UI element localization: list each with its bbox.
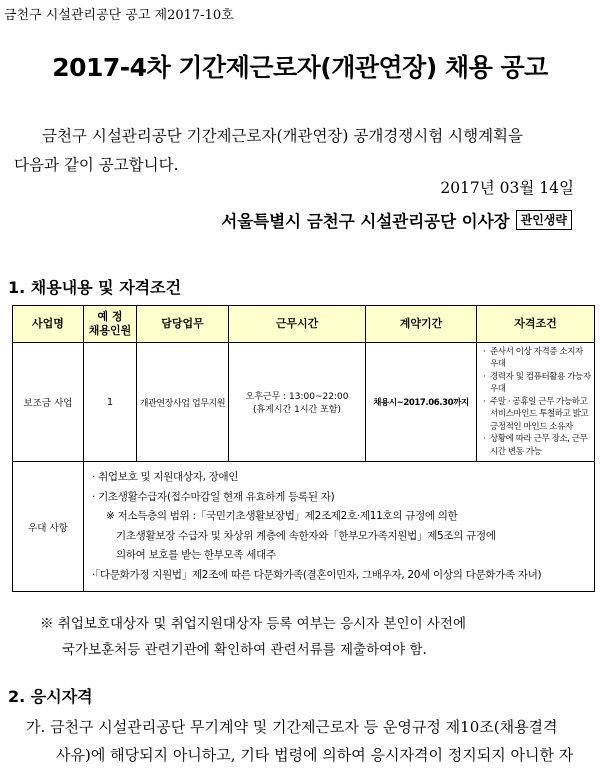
signer-block: [221, 208, 572, 232]
list-item: · 주말 · 공휴일 근무 가능하고 서비스마인드 투철하고 밝고 긍정적인 마인드 소유자: [483, 396, 592, 434]
preference-content: [84, 462, 594, 591]
intro-line-2: 다음과 같이 공고합니다.: [14, 156, 179, 174]
registration-note: [40, 611, 588, 663]
preference-item-1: · 취업보호 및 지원대상자, 장애인: [92, 471, 239, 483]
header-count: [84, 306, 137, 343]
header-job: 사업명: [13, 306, 84, 343]
header-hours: 근무시간: [229, 306, 366, 343]
page-title: 2017-4차 기간제근로자(개관연장) 채용 공고: [52, 53, 548, 82]
eligibility-item-a-line-1: 가. 금천구 시설관리공단 무기계약 및 기간제근로자 등 운영규정 제10조(채용결격: [26, 718, 558, 736]
table-row: [13, 343, 595, 462]
preference-item-2: · 기초생활수급자(접수마감일 현재 유효하게 등록된 자): [92, 490, 335, 503]
preference-item-3-line-2: 기초생활보장 수급자 및 차상위 계층에 속한자와「한부모가족지원법」제5조의 규정에: [116, 529, 496, 542]
eligibility-item-a: [26, 713, 596, 769]
header-count-bottom: 채용인원: [88, 324, 132, 337]
intro-line-1: 금천구 시설관리공단 기간제근로자(개관연장) 공개경쟁시험 시행계획을: [42, 127, 523, 145]
announcement-date: 2017년 03월 14일: [440, 179, 574, 197]
cell-hours-line-1: 오후근무 : 13:00~22:00: [245, 392, 349, 402]
intro-paragraph: [14, 122, 588, 180]
cell-hours: [229, 343, 366, 462]
cell-job: 보조금 사업: [13, 343, 84, 462]
list-item: · 경력자 및 컴퓨터활용 가능자 우대: [483, 371, 592, 396]
preference-label: 우대 사항: [13, 462, 84, 592]
qualification-list: [477, 346, 594, 459]
cell-qualification: [477, 343, 595, 462]
list-item: · 준사서 이상 자격증 소지자 우대: [483, 346, 592, 371]
preference-content-cell: [84, 462, 595, 592]
preference-item-3-line-3: 의하여 보호를 받는 한부모족 세대주: [116, 549, 276, 561]
document-number: 금천구 시설관리공단 공고 제2017-10호: [4, 8, 234, 23]
section-2-heading: 2. 응시자격: [8, 687, 93, 706]
cell-hours-line-2: (휴게시간 1시간 포함): [252, 405, 342, 415]
seal-omitted-stamp: 관인생략: [516, 210, 572, 230]
cell-count: 1: [84, 343, 137, 462]
preference-item-3-line-1: ※ 저소득층의 범위 :「국민기초생활보장법」제2조제2호·제11호의 규정에 의한: [106, 510, 458, 522]
list-item: · 상황에 따라 근무 장소, 근무시간 변동 가능: [483, 433, 592, 458]
section-1-heading: 1. 채용내용 및 자격조건: [8, 278, 182, 297]
header-count-top: 예 정: [97, 310, 123, 323]
table-header-row: [13, 306, 595, 343]
cell-duty: 개관연장사업 업무지원: [137, 343, 229, 462]
header-duty: 담당업무: [137, 306, 229, 343]
header-qualification: 자격조건: [477, 306, 595, 343]
signer-name: 서울특별시 금천구 시설관리공단 이사장: [221, 212, 510, 231]
note-line-1: ※ 취업보호대상자 및 취업지원대상자 등록 여부는 응시자 본인이 사전에: [40, 616, 467, 632]
cell-contract: 채용시~2017.06.30까지: [366, 343, 477, 462]
preference-item-4: ·「다문화가정 지원법」제2조에 따른 다문화가족(결혼이민자, 그배우자, 20세 이상의 다문화가족 자녀): [92, 568, 542, 581]
recruitment-table: [12, 305, 595, 592]
header-contract: 계약기간: [366, 306, 477, 343]
eligibility-item-a-line-2: 사유)에 해당되지 아니하고, 기타 법령에 의하여 응시자격이 정지되지 아니한 자: [56, 746, 574, 764]
preference-row: [13, 462, 595, 592]
note-line-2: 국가보훈처등 관련기관에 확인하여 관련서류를 제출하여야 함.: [62, 642, 427, 658]
